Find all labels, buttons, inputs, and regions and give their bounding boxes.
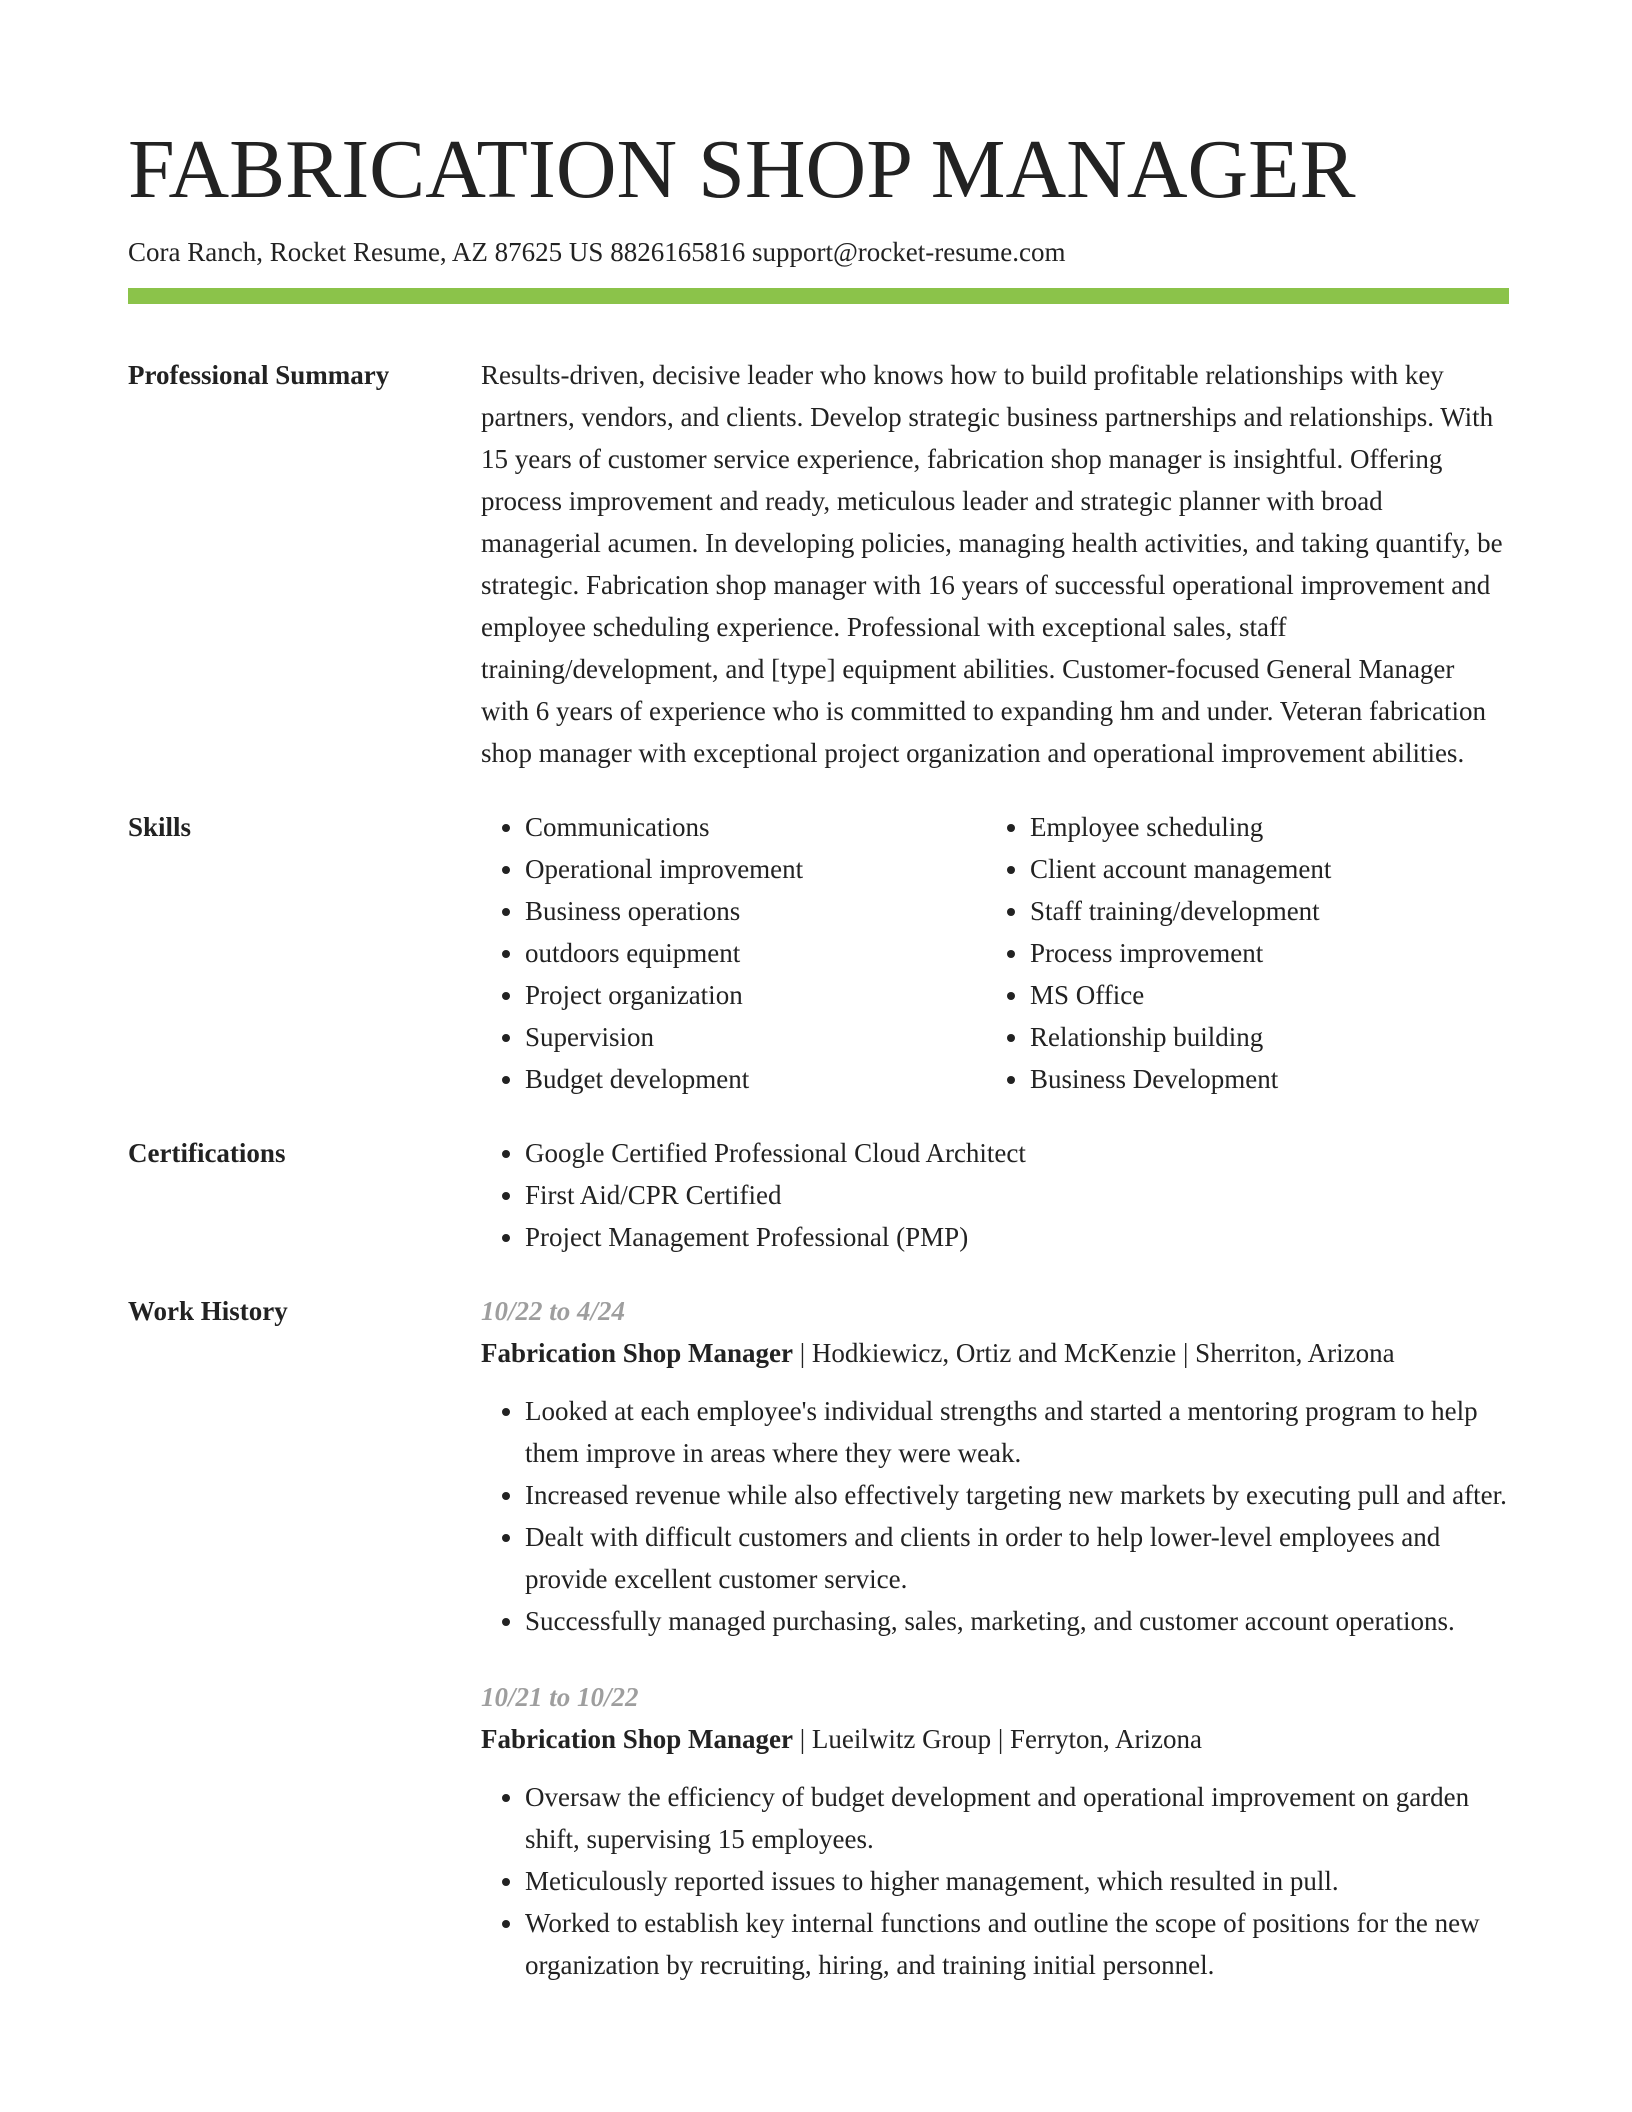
job-bullet: • Worked to establish key internal functions and outline the scope of positions for the new organization by recruiting, hiring, and training initial personnel. (525, 1902, 1509, 1986)
job-details: | Lueilwitz Group | Ferryton, Arizona (793, 1724, 1202, 1754)
job-bullet: • Meticulously reported issues to higher management, which resulted in pull. (525, 1860, 1509, 1902)
skills-section (128, 806, 1509, 1100)
job-title: Fabrication Shop Manager (481, 1724, 794, 1754)
job-bullets (481, 1776, 1509, 1986)
job-dates: 10/22 to 4/24 (481, 1296, 626, 1326)
job-heading (481, 1718, 1509, 1760)
skill-item: • Employee scheduling (1030, 806, 1331, 848)
job-bullets (481, 1390, 1509, 1642)
skill-item: • outdoors equipment (525, 932, 986, 974)
certifications-section (128, 1132, 1509, 1258)
job-bullet: • Successfully managed purchasing, sales, marketing, and customer account operations. (525, 1600, 1509, 1642)
job-dates: 10/21 to 10/22 (481, 1682, 639, 1712)
skill-item: • Budget development (525, 1058, 986, 1100)
job-entry (481, 1676, 1509, 1986)
certifications-body (481, 1132, 1509, 1258)
section-title: Certifications (128, 1138, 286, 1168)
certifications-list (481, 1132, 1509, 1258)
section-title: Work History (128, 1296, 288, 1326)
resume-page (128, 0, 1509, 1986)
summary-section (128, 354, 1509, 774)
skill-item: • Operational improvement (525, 848, 986, 890)
contact-info: Cora Ranch, Rocket Resume, AZ 87625 US 8826165816 support@rocket-resume.com (128, 237, 1066, 267)
skill-item: • Client account management (1030, 848, 1331, 890)
certification-item: • Project Management Professional (PMP) (525, 1216, 1509, 1258)
skill-item: • Supervision (525, 1016, 986, 1058)
job-bullet: • Increased revenue while also effectively targeting new markets by executing pull and after. (525, 1474, 1509, 1516)
candidate-name: FABRICATION SHOP MANAGER (128, 123, 1356, 216)
certification-item: • Google Certified Professional Cloud Architect (525, 1132, 1509, 1174)
skills-column-right (986, 806, 1331, 1100)
job-bullet: • Oversaw the efficiency of budget development and operational improvement on garden shift, supervising 15 employees. (525, 1776, 1509, 1860)
job-bullet: • Looked at each employee's individual strengths and started a mentoring program to help them improve in areas where they were weak. (525, 1390, 1509, 1474)
accent-divider (128, 288, 1509, 304)
skill-item: • Relationship building (1030, 1016, 1331, 1058)
skill-item: • Business operations (525, 890, 986, 932)
skills-column-left (481, 806, 986, 1100)
job-heading (481, 1332, 1509, 1374)
skill-item: • Staff training/development (1030, 890, 1331, 932)
section-title: Skills (128, 812, 192, 842)
skill-item: • MS Office (1030, 974, 1331, 1016)
skill-item: • Communications (525, 806, 986, 848)
work-history-section (128, 1290, 1509, 1986)
skill-item: • Business Development (1030, 1058, 1331, 1100)
job-details: | Hodkiewicz, Ortiz and McKenzie | Sherriton, Arizona (793, 1338, 1395, 1368)
work-history-body (481, 1290, 1509, 1986)
skill-item: • Project organization (525, 974, 986, 1016)
summary-text: Results-driven, decisive leader who knows how to build profitable relationships with key partners, vendors, and clients. Develop strategic business partnerships and relationships. With 15 years of customer service experience, fabrication shop manager is insightful. Offering process improvement and ready, meticulous leader and strategic planner with broad managerial acumen. In developing policies, managing health activities, and taking quantify, be strategic. Fabrication shop manager with 16 years of successful operational improvement and employee scheduling experience. Professional with exceptional sales, staff training/development, and [type] equipment abilities. Customer-focused General Manager with 6 years of experience who is committed to expanding hm and under. Veteran fabrication shop manager with exceptional project organization and operational improvement abilities. (481, 360, 1503, 768)
certification-item: • First Aid/CPR Certified (525, 1174, 1509, 1216)
job-title: Fabrication Shop Manager (481, 1338, 794, 1368)
section-title: Professional Summary (128, 360, 390, 390)
job-bullet: • Dealt with difficult customers and clients in order to help lower-level employees and provide excellent customer service. (525, 1516, 1509, 1600)
job-entry (481, 1290, 1509, 1642)
skills-list (481, 806, 1509, 1100)
skill-item: • Process improvement (1030, 932, 1331, 974)
